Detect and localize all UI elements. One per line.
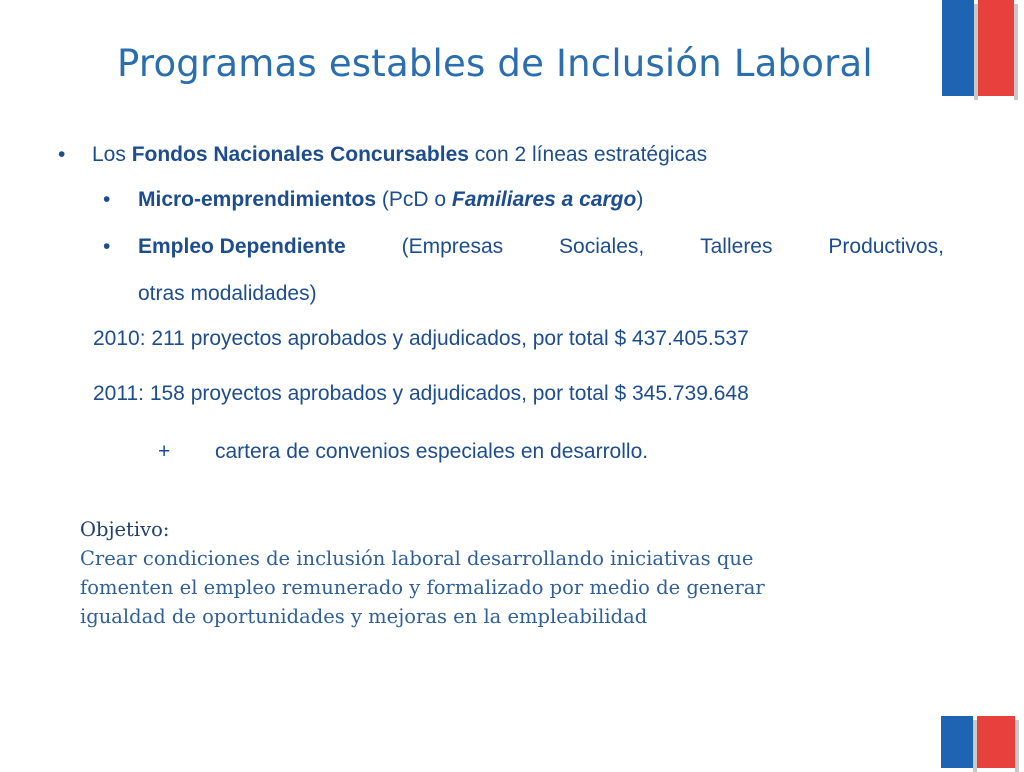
bullet-icon: • bbox=[58, 143, 66, 166]
bullet-icon: • bbox=[103, 235, 111, 258]
blue-stripe bbox=[941, 716, 973, 768]
objective-block bbox=[80, 515, 920, 631]
bullet-bold-italic: Familiares a cargo bbox=[451, 188, 637, 211]
objective-line: Crear condiciones de inclusión laboral desarrollando iniciativas que bbox=[80, 547, 754, 570]
bullet-word: Sociales, bbox=[559, 235, 645, 258]
flag-stripes-bottom bbox=[941, 716, 1017, 768]
bullet-bold: Fondos Nacionales Concursables bbox=[131, 143, 469, 166]
red-stripe bbox=[978, 0, 1014, 96]
blue-stripe bbox=[942, 0, 974, 96]
objective-title: Objetivo: bbox=[80, 518, 170, 541]
stat-2010: 2010: 211 proyectos aprobados y adjudicados, por total $ 437.405.537 bbox=[93, 327, 749, 350]
slide-title: Programas estables de Inclusión Laboral bbox=[117, 42, 873, 85]
convenios-text: cartera de convenios especiales en desarrollo. bbox=[215, 440, 649, 463]
bullet-mid: (PcD o bbox=[376, 188, 452, 211]
objective-line: igualdad de oportunidades y mejoras en la empleabilidad bbox=[80, 605, 648, 628]
red-stripe bbox=[977, 716, 1015, 768]
bullet-line-2: otras modalidades) bbox=[138, 282, 317, 305]
bullet-word: Productivos, bbox=[828, 235, 944, 258]
bullet-word: (Empresas bbox=[401, 235, 504, 258]
bullet-icon: • bbox=[103, 188, 111, 211]
bullet-end: ) bbox=[636, 188, 644, 211]
flag-stripes-top bbox=[942, 0, 1014, 96]
stat-2011: 2011: 158 proyectos aprobados y adjudicados, por total $ 345.739.648 bbox=[93, 382, 749, 405]
objective-line: fomenten el empleo remunerado y formalizado por medio de generar bbox=[80, 576, 765, 599]
plus-sign: + bbox=[158, 440, 171, 463]
bullet-bold: Empleo Dependiente bbox=[138, 235, 346, 258]
bullet-line-1 bbox=[138, 235, 944, 259]
bullet-bold: Micro-emprendimientos bbox=[138, 188, 377, 211]
bullet-suffix: con 2 líneas estratégicas bbox=[468, 143, 708, 166]
bullet-word: Talleres bbox=[700, 235, 773, 258]
bullet-prefix: Los bbox=[92, 143, 132, 166]
